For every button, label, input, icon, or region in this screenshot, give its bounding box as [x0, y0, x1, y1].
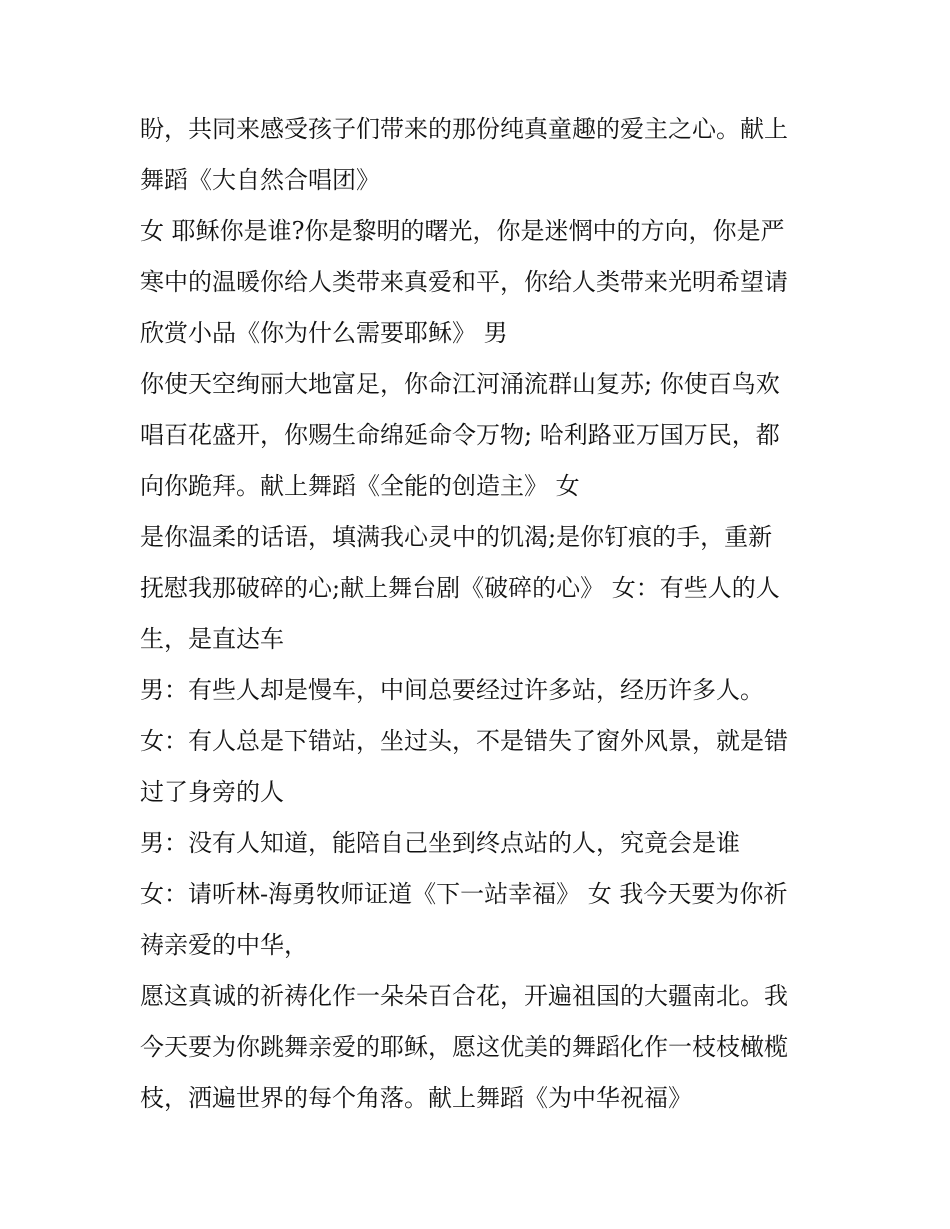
text-line: 盼，共同来感受孩子们带来的那份纯真童趣的爱主之心。献上 — [140, 115, 788, 143]
text-line: 生，是直达车 — [140, 625, 284, 653]
text-line: 祷亲爱的中华， — [140, 931, 308, 959]
text-line: 女 耶稣你是谁?你是黎明的曙光，你是迷惘中的方向，你是严 — [140, 217, 785, 245]
text-line: 唱百花盛开，你赐生命绵延命令万物; 哈利路亚万国万民，都 — [140, 421, 780, 449]
text-line: 欣赏小品《你为什么需要耶稣》 男 — [140, 319, 508, 347]
text-line: 今天要为你跳舞亲爱的耶稣，愿这优美的舞蹈化作一枝枝橄榄 — [140, 1033, 788, 1061]
text-line: 舞蹈《大自然合唱团》 — [140, 166, 380, 194]
text-line: 向你跪拜。献上舞蹈《全能的创造主》 女 — [140, 472, 580, 500]
text-line: 是你温柔的话语，填满我心灵中的饥渴;是你钉痕的手，重新 — [140, 523, 773, 551]
text-line: 过了身旁的人 — [140, 778, 284, 806]
text-line: 枝，洒遍世界的每个角落。献上舞蹈《为中华祝福》 — [140, 1084, 692, 1112]
text-line: 你使天空绚丽大地富足，你命江河涌流群山复苏; 你使百鸟欢 — [140, 370, 780, 398]
text-line: 女：有人总是下错站，坐过头，不是错失了窗外风景，就是错 — [140, 727, 788, 755]
text-line: 男：没有人知道，能陪自己坐到终点站的人，究竟会是谁 — [140, 829, 740, 857]
text-line: 男：有些人却是慢车，中间总要经过许多站，经历许多人。 — [140, 676, 764, 704]
text-line: 女：请听林-海勇牧师证道《下一站幸福》 女 我今天要为你祈 — [140, 880, 788, 908]
document-body — [140, 104, 820, 1124]
text-line: 愿这真诚的祈祷化作一朵朵百合花，开遍祖国的大疆南北。我 — [140, 982, 788, 1010]
text-line: 寒中的温暖你给人类带来真爱和平，你给人类带来光明希望请 — [140, 268, 788, 296]
text-line: 抚慰我那破碎的心;献上舞台剧《破碎的心》 女：有些人的人 — [140, 574, 780, 602]
